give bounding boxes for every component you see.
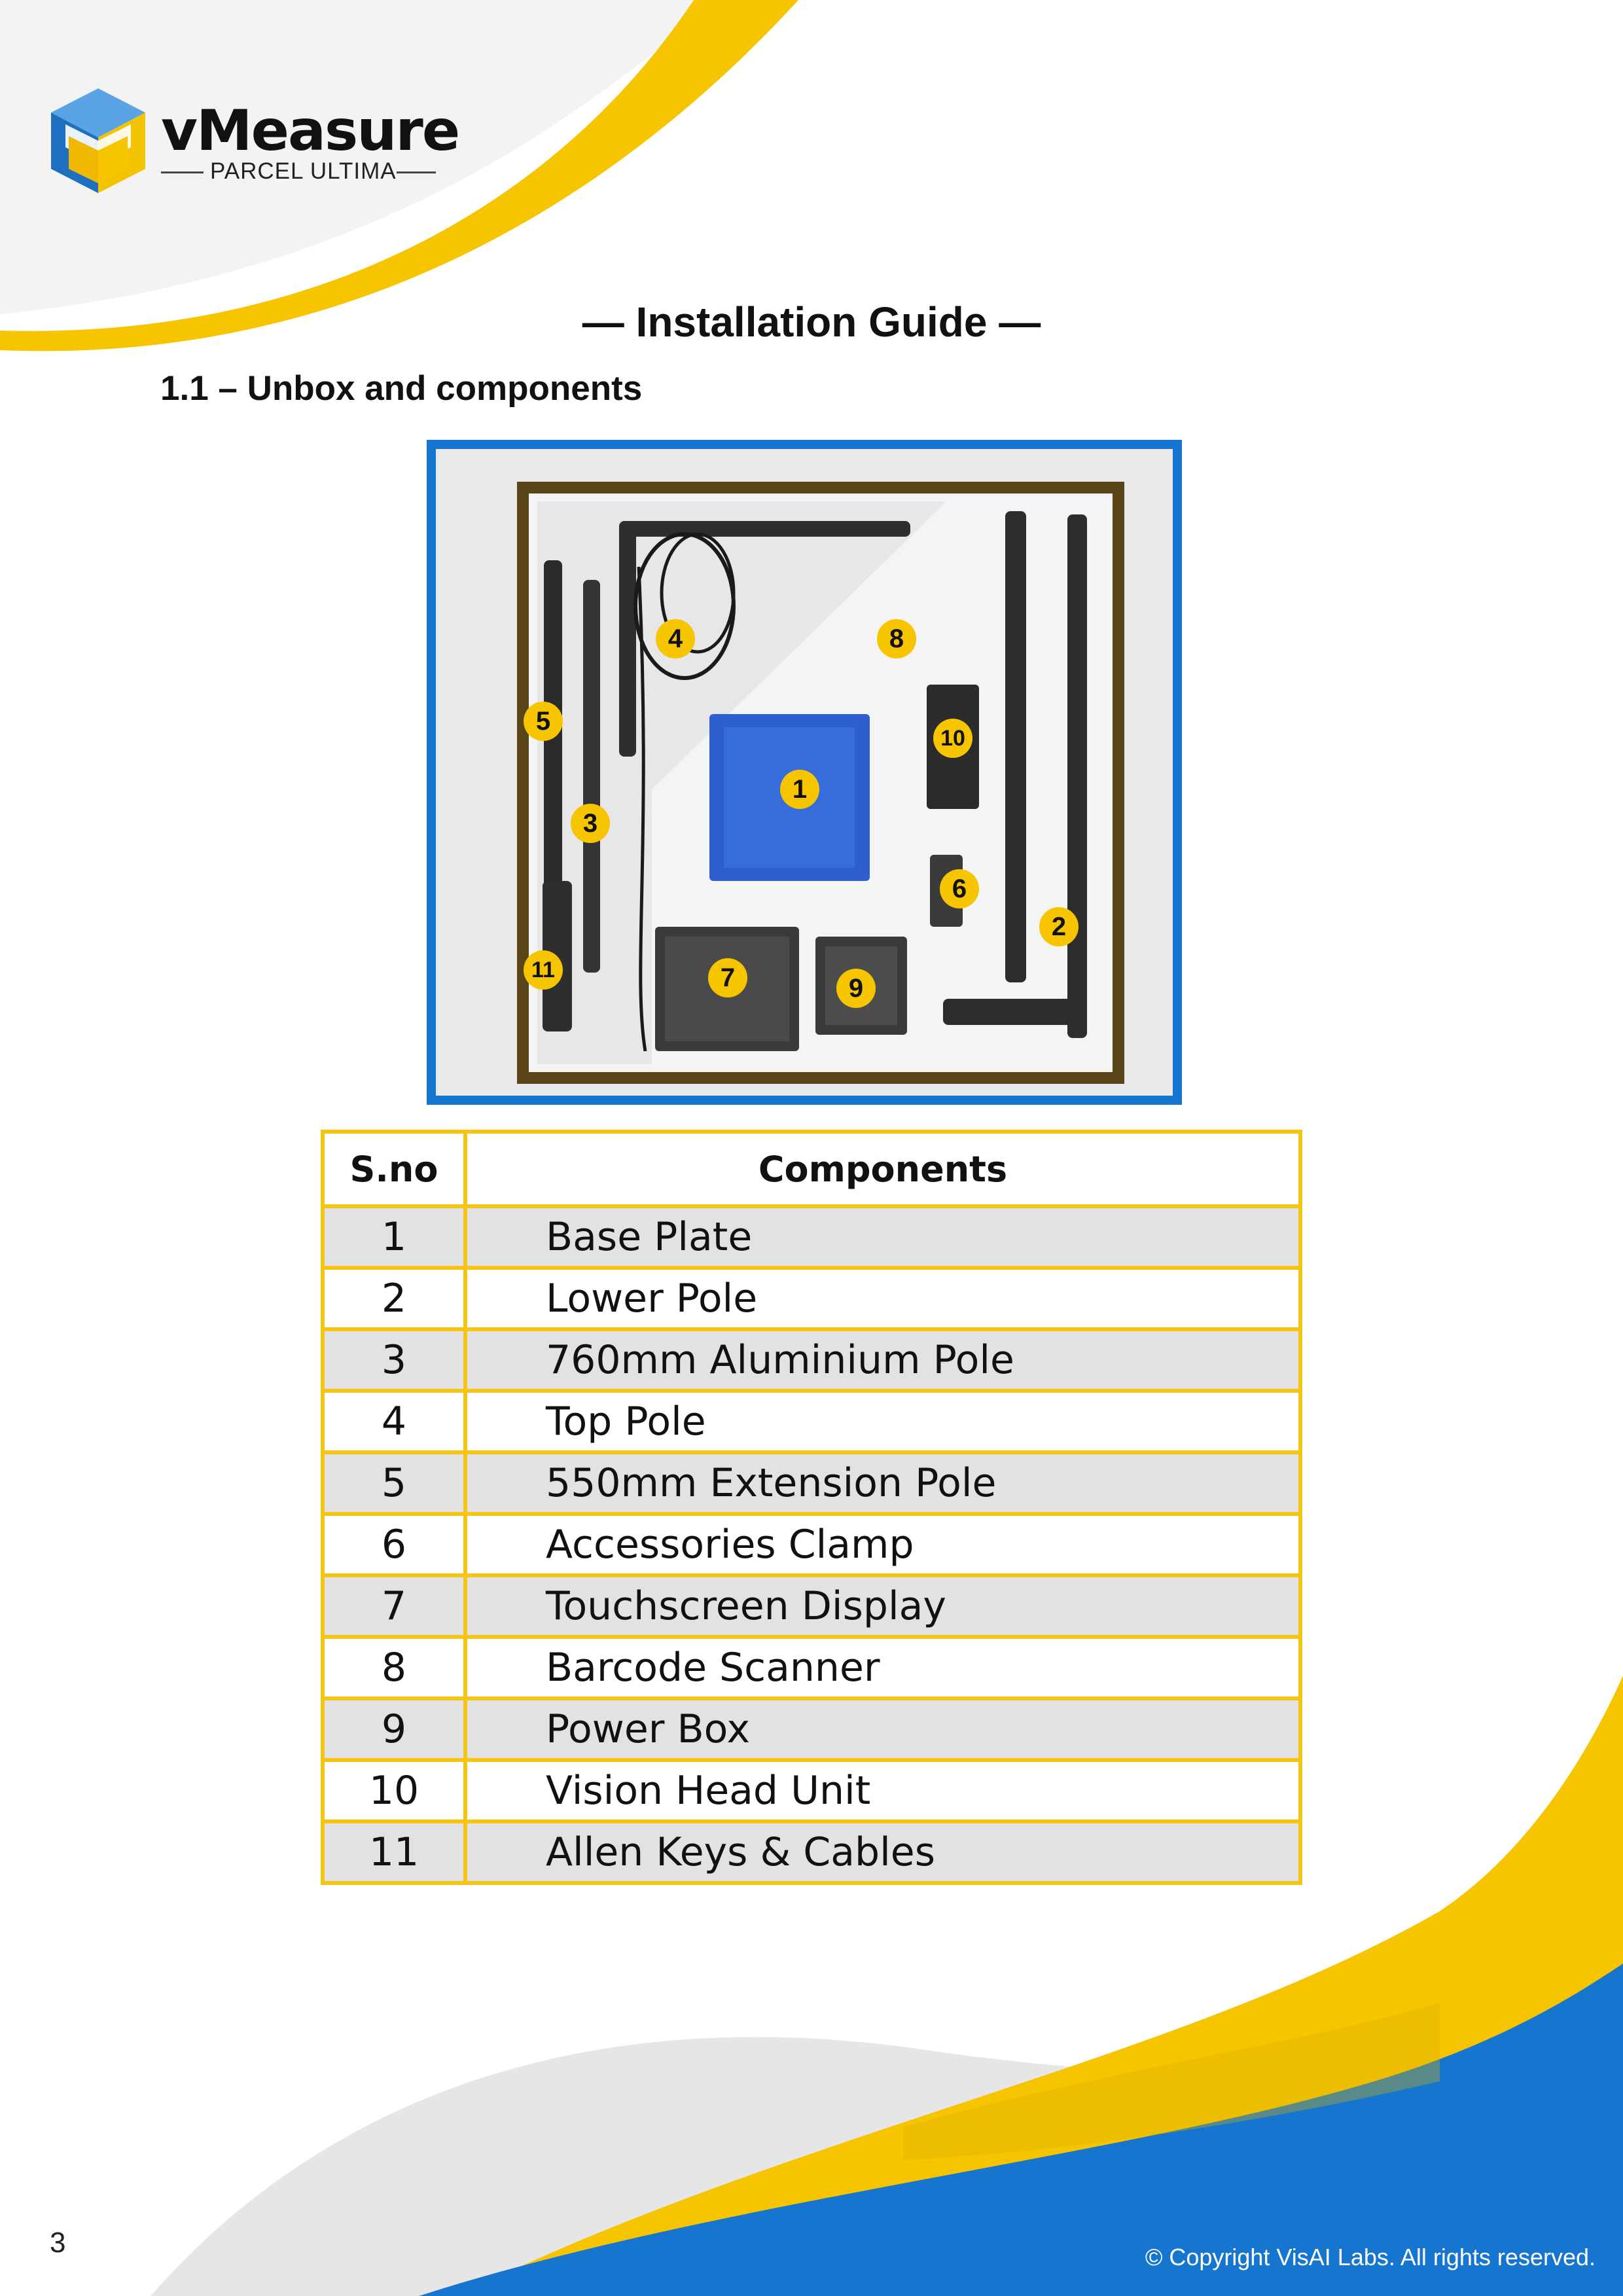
- row-component: 760mm Aluminium Pole: [465, 1329, 1300, 1391]
- table-row: [323, 1637, 1300, 1698]
- table-row: [323, 1452, 1300, 1514]
- row-component: 550mm Extension Pole: [465, 1452, 1300, 1514]
- unbox-photo: [427, 440, 1182, 1105]
- table-row: [323, 1698, 1300, 1760]
- brand-logo: [46, 85, 459, 203]
- brand-product: [161, 158, 436, 185]
- table-row: [323, 1268, 1300, 1329]
- row-sno: 8: [323, 1637, 465, 1698]
- cube-logo-icon: [46, 85, 151, 196]
- row-sno: 2: [323, 1268, 465, 1329]
- row-sno: 3: [323, 1329, 465, 1391]
- table-row: [323, 1575, 1300, 1637]
- row-sno: 7: [323, 1575, 465, 1637]
- row-component: Top Pole: [465, 1391, 1300, 1452]
- row-component: Lower Pole: [465, 1268, 1300, 1329]
- row-sno: 11: [323, 1821, 465, 1883]
- page-number: 3: [50, 2227, 66, 2259]
- marker-9: 9: [836, 969, 876, 1008]
- table-row: [323, 1391, 1300, 1452]
- row-component: Accessories Clamp: [465, 1514, 1300, 1575]
- copyright-notice: © Copyright VisAI Labs. All rights reserved.: [1145, 2244, 1596, 2270]
- section-heading: 1.1 – Unbox and components: [160, 369, 643, 408]
- row-sno: 5: [323, 1452, 465, 1514]
- row-sno: 6: [323, 1514, 465, 1575]
- row-component: Barcode Scanner: [465, 1637, 1300, 1698]
- table-row: [323, 1760, 1300, 1821]
- row-component: Touchscreen Display: [465, 1575, 1300, 1637]
- table-row: [323, 1821, 1300, 1883]
- marker-5: 5: [524, 702, 563, 741]
- product-name: PARCEL ULTIMA: [210, 158, 397, 184]
- marker-7: 7: [708, 958, 747, 997]
- brand-name: vMeasure: [161, 98, 459, 164]
- table-row: [323, 1514, 1300, 1575]
- table-header-row: [323, 1132, 1300, 1206]
- row-sno: 4: [323, 1391, 465, 1452]
- marker-3: 3: [571, 804, 610, 843]
- row-component: Vision Head Unit: [465, 1760, 1300, 1821]
- row-component: Allen Keys & Cables: [465, 1821, 1300, 1883]
- page-title: — Installation Guide —: [582, 298, 1041, 346]
- row-sno: 10: [323, 1760, 465, 1821]
- row-component: Power Box: [465, 1698, 1300, 1760]
- row-sno: 9: [323, 1698, 465, 1760]
- marker-11: 11: [524, 950, 563, 990]
- marker-1: 1: [780, 770, 819, 809]
- marker-4: 4: [656, 619, 695, 658]
- table-row: [323, 1206, 1300, 1268]
- marker-6: 6: [940, 869, 979, 908]
- row-sno: 1: [323, 1206, 465, 1268]
- row-component: Base Plate: [465, 1206, 1300, 1268]
- header-components: Components: [465, 1132, 1300, 1206]
- header-sno: S.no: [323, 1132, 465, 1206]
- components-table: [321, 1130, 1302, 1885]
- marker-8: 8: [877, 619, 916, 658]
- marker-2: 2: [1039, 907, 1079, 946]
- table-row: [323, 1329, 1300, 1391]
- marker-10: 10: [933, 719, 972, 758]
